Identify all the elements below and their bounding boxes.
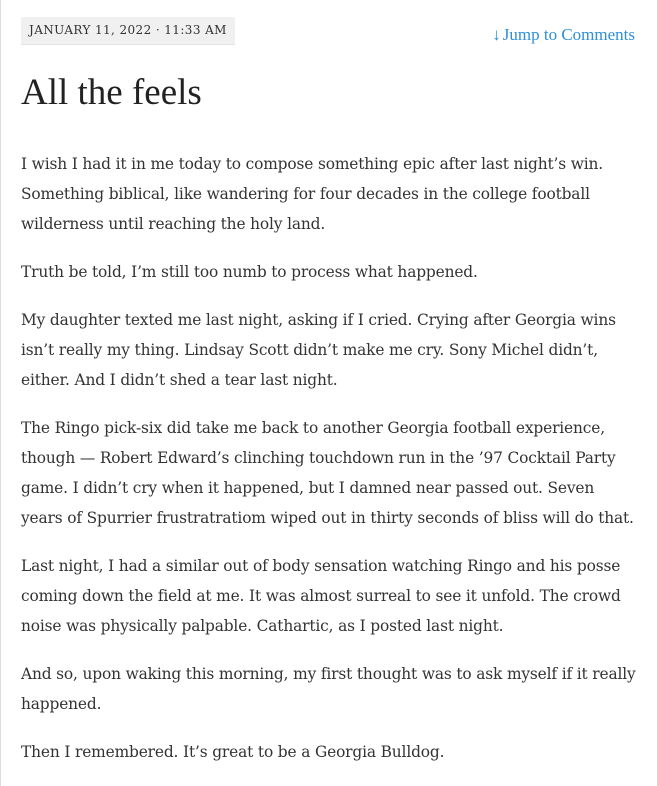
post-body [21, 149, 639, 767]
post-paragraph-7: Then I remembered. It’s great to be a Georgia Bulldog. [21, 743, 445, 761]
post-paragraph-6: And so, upon waking this morning, my first thought was to ask myself if it really happened. [21, 665, 636, 713]
post-paragraph-3: My daughter texted me last night, asking if I cried. Crying after Georgia wins isn’t really my thing. Lindsay Scott didn’t make me cry. Sony Michel didn’t, either. And I didn’t shed a tear last night. [21, 311, 616, 389]
post-paragraph-1: I wish I had it in me today to compose something epic after last night’s win. Something biblical, like wandering for four decades in the college football wilderness until reaching the holy land. [21, 155, 604, 233]
jump-to-comments-label: Jump to Comments [502, 25, 635, 44]
post-paragraph-4: The Ringo pick-six did take me back to another Georgia football experience, though — Robert Edward’s clinching touchdown run in the ’97 Cocktail Party game. I didn’t cry when it happened, but I damned near passed out. Seven years of Spurrier frustratratiom wiped out in thirty seconds of bliss will do that. [21, 419, 634, 527]
down-arrow-icon: ↓ [492, 25, 501, 44]
post-title: All the feels [21, 72, 202, 113]
blog-post [21, 0, 639, 785]
post-paragraph-2: Truth be told, I’m still too numb to process what happened. [21, 263, 478, 281]
post-meta-row [21, 0, 639, 48]
page-left-border [0, 0, 1, 786]
post-paragraph-5: Last night, I had a similar out of body sensation watching Ringo and his posse coming down the field at me. It was almost surreal to see it unfold. The crowd noise was physically palpable. Cathartic, as I posted last night. [21, 557, 621, 635]
post-date-badge: JANUARY 11, 2022 · 11:33 AM [21, 17, 235, 45]
jump-to-comments-link[interactable] [492, 24, 635, 46]
